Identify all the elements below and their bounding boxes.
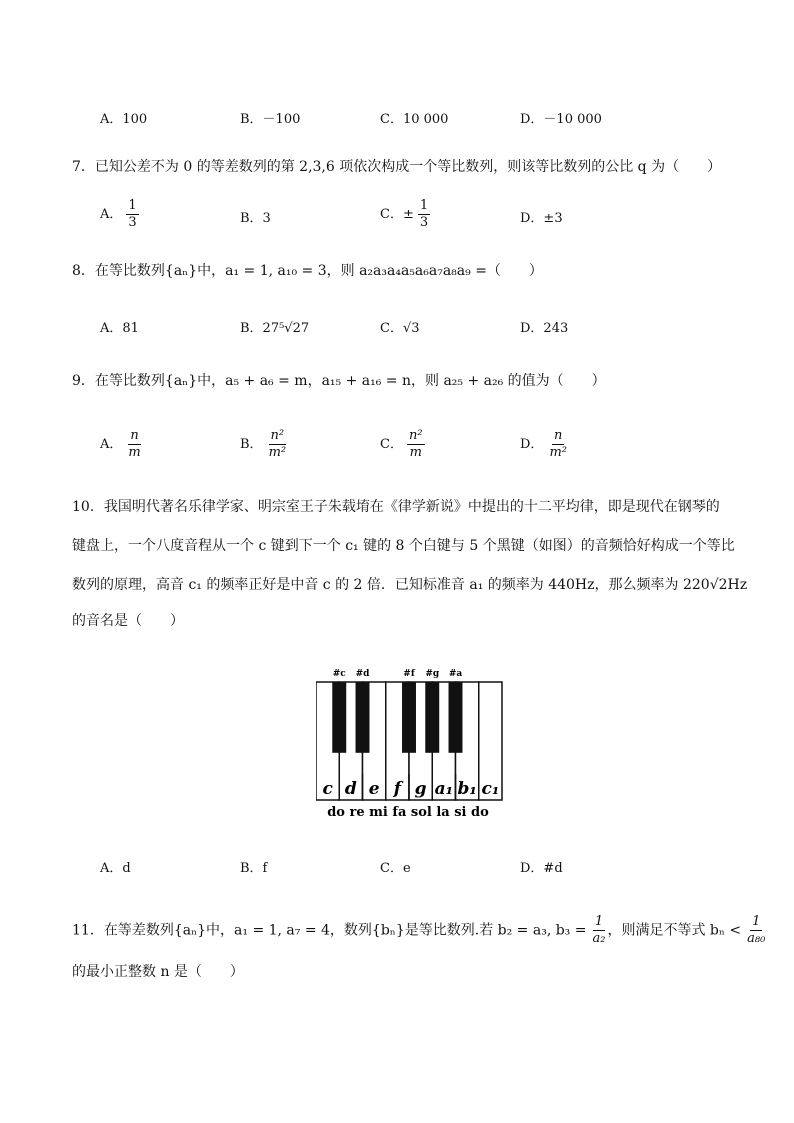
fraction-denominator: 3 <box>128 215 137 230</box>
q11-stem-line1 <box>72 914 766 947</box>
fraction-numerator: 1 <box>752 914 761 929</box>
q8-stem: 8．在等比数列{aₙ}中，a₁ = 1, a₁₀ = 3，则 a₂a₃a₄a₅a₆a₇a₈a₉ =（ ） <box>72 263 543 279</box>
q11-stem-line2: 的最小正整数 n 是（ ） <box>72 964 244 980</box>
q7-option-a-label: A． <box>100 207 123 222</box>
q10-option-b: B．f <box>240 861 268 876</box>
white-key-label: e <box>368 779 380 799</box>
black-key-3 <box>425 682 439 753</box>
q9-option-b-label: B． <box>240 437 263 452</box>
q9-option-d-fraction <box>547 428 569 461</box>
black-key-2 <box>402 682 416 753</box>
black-key-label: #a <box>448 669 463 679</box>
fraction-denominator: m² <box>268 445 287 460</box>
q9-option-a-fraction <box>126 428 142 461</box>
q10-stem-line4: 的音名是（ ） <box>72 613 184 629</box>
q8-option-d: D．243 <box>520 321 569 336</box>
white-key-label: c₁ <box>481 779 500 799</box>
q11-stem-part2: ，则满足不等式 bₙ < <box>607 922 742 939</box>
black-key-label: #f <box>403 669 415 679</box>
q10-option-c: C．e <box>380 861 411 876</box>
q9-option-c-fraction <box>407 428 425 461</box>
q9-stem: 9．在等比数列{aₙ}中，a₅ + a₆ = m，a₁₅ + a₁₆ = n，则 a₂₅ + a₂₆ 的值为（ ） <box>72 373 606 389</box>
q8-option-a: A．81 <box>100 321 139 336</box>
white-key-label: f <box>393 779 402 799</box>
q7-option-d: D．±3 <box>520 211 563 226</box>
fraction-numerator: n² <box>408 428 423 443</box>
q7-option-c <box>380 198 430 231</box>
q7-option-a <box>100 198 139 231</box>
q9-option-c <box>380 428 425 461</box>
white-key-label: b₁ <box>457 779 477 799</box>
fraction-numerator: n <box>130 428 139 443</box>
q6-option-d: D．－10 000 <box>520 112 602 127</box>
q7-option-c-fraction <box>418 198 430 231</box>
fraction-denominator: m <box>409 445 422 460</box>
q9-option-c-label: C． <box>380 437 403 452</box>
q9-option-b-fraction <box>267 428 289 461</box>
white-key-label: c <box>322 779 333 799</box>
black-key-label: #c <box>332 669 346 679</box>
fraction-denominator: a₂ <box>592 931 606 946</box>
q9-option-d-label: D． <box>520 437 544 452</box>
solfege-caption: do re mi fa sol la si do <box>327 805 489 820</box>
q10-stem-line3: 数列的原理，高音 c₁ 的频率正好是中音 c 的 2 倍．已知标准音 a₁ 的频率为 440Hz，那么频率为 220√2Hz <box>72 577 748 593</box>
black-key-label: #d <box>355 669 370 679</box>
fraction-numerator: n² <box>270 428 285 443</box>
fraction-numerator: n <box>554 428 563 443</box>
black-key-1 <box>356 682 370 753</box>
q8-option-b: B．27⁵√27 <box>240 321 310 336</box>
q11-fraction-2 <box>745 914 767 947</box>
black-key-4 <box>449 682 463 753</box>
q8-option-c: C．√3 <box>380 321 420 336</box>
piano-keyboard-figure <box>316 664 506 824</box>
fraction-numerator: 1 <box>419 198 429 213</box>
fraction-numerator: 1 <box>128 198 137 213</box>
q9-option-b <box>240 428 288 461</box>
q11-stem-part1: 11．在等差数列{aₙ}中，a₁ = 1, a₇ = 4，数列{bₙ}是等比数列.若 b₂ = a₃, b₃ = <box>72 922 587 939</box>
q7-option-b: B．3 <box>240 211 271 226</box>
q7-stem: 7．已知公差不为 0 的等差数列的第 2,3,6 项依次构成一个等比数列，则该等比数列的公比 q 为（ ） <box>72 159 722 175</box>
white-key-label: a₁ <box>434 779 454 799</box>
fraction-denominator: 3 <box>419 215 429 230</box>
q9-option-a <box>100 428 143 461</box>
q10-stem-line1: 10．我国明代著名乐律学家、明宗室王子朱载堉在《律学新说》中提出的十二平均律，即是现代在钢琴的 <box>72 499 720 515</box>
fraction-denominator: m² <box>549 445 567 460</box>
white-key-label: d <box>344 779 357 799</box>
black-key-label: #g <box>425 669 440 679</box>
q10-option-d: D．#d <box>520 861 563 876</box>
black-key-labels <box>333 669 463 679</box>
q10-option-a: A．d <box>100 861 131 876</box>
q9-option-d <box>520 428 569 461</box>
q9-option-a-label: A． <box>100 437 123 452</box>
q10-stem-line2: 键盘上，一个八度音程从一个 c 键到下一个 c₁ 键的 8 个白键与 5 个黑键（如图）的音频恰好构成一个等比 <box>72 538 735 554</box>
white-key-label: g <box>414 779 427 799</box>
fraction-denominator: m <box>128 445 141 460</box>
fraction-denominator: a₈₀ <box>747 931 766 946</box>
q6-option-b: B．－100 <box>240 112 301 127</box>
q7-option-c-label: C．± <box>380 207 414 222</box>
q6-option-a: A．100 <box>100 112 148 127</box>
black-key-0 <box>332 682 346 753</box>
q7-option-a-fraction <box>126 198 138 231</box>
q6-option-c: C．10 000 <box>380 112 449 127</box>
q11-fraction-1 <box>590 914 607 947</box>
fraction-numerator: 1 <box>594 914 604 929</box>
